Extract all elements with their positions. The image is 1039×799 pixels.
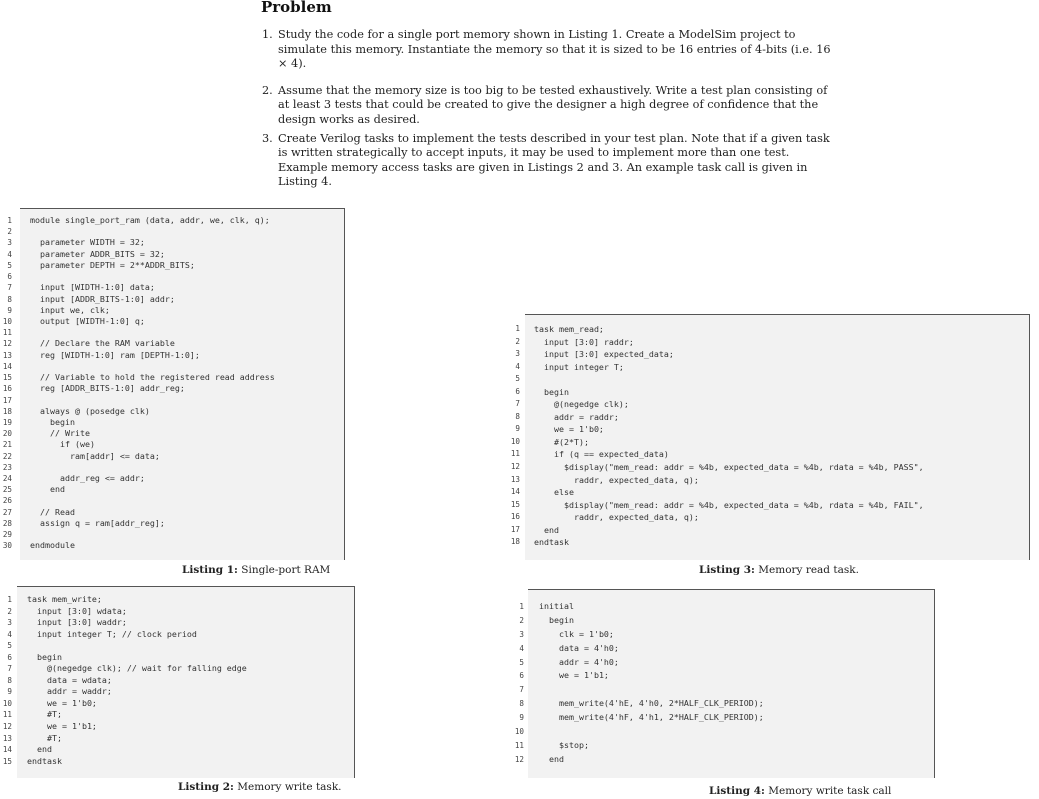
line-number: 1 (7, 595, 12, 604)
code-text: else (534, 487, 574, 498)
code-text: reg [WIDTH-1:0] ram [DEPTH-1:0]; (30, 349, 200, 360)
line-number: 12 (514, 754, 524, 764)
line-number: 3 (7, 238, 12, 248)
listing-3-caption (699, 564, 859, 576)
code-text: // Variable to hold the registered read address (30, 372, 275, 383)
line-number: 6 (515, 386, 520, 396)
line-number: 11 (2, 328, 12, 338)
line-number: 14 (510, 487, 520, 497)
code-text: reg [ADDR_BITS-1:0] addr_reg; (30, 383, 185, 394)
line-number: 8 (515, 411, 520, 421)
code-text: input [WIDTH-1:0] data; (30, 282, 155, 293)
line-number: 3 (515, 349, 520, 359)
code-text: input we, clk; (30, 304, 110, 315)
line-number: 2 (515, 336, 520, 346)
line-number: 1 (515, 324, 520, 333)
code-text: $display("mem_read: addr = %4b, expected_data = %4b, rdata = %4b, PASS", (534, 462, 924, 473)
line-number: 13 (2, 350, 12, 360)
line-number: 8 (7, 675, 12, 685)
code-text: end (534, 524, 559, 535)
problem-number: 1. (262, 28, 273, 41)
code-text: we = 1'b1; (539, 670, 609, 681)
line-number: 4 (515, 361, 520, 371)
problem-number: 3. (262, 131, 273, 145)
line-number: 12 (510, 462, 520, 472)
code-text: @(negedge clk); (534, 399, 629, 410)
line-number: 7 (7, 664, 12, 674)
line-number: 23 (2, 462, 12, 472)
code-text: begin (30, 416, 75, 427)
section-heading: Problem (261, 0, 332, 16)
line-number: 16 (510, 512, 520, 522)
code-text: we = 1'b0; (27, 697, 97, 708)
line-number: 14 (2, 745, 12, 755)
code-text: #(2*T); (534, 436, 589, 447)
problem-item (262, 132, 842, 190)
code-text: input [3:0] wdata; (27, 605, 127, 616)
problem-number: 2. (262, 83, 273, 97)
line-number: 9 (519, 713, 524, 723)
code-text: begin (27, 651, 62, 662)
line-number: 5 (519, 657, 524, 667)
code-text: mem_write(4'hF, 4'h1, 2*HALF_CLK_PERIOD); (539, 712, 764, 723)
listing-1-caption-label: Listing 1: (182, 564, 238, 576)
code-text: addr = 4'h0; (539, 656, 619, 667)
code-text: end (30, 484, 65, 495)
line-number: 6 (7, 272, 12, 282)
line-number: 7 (519, 685, 524, 695)
line-number: 10 (514, 727, 524, 737)
code-text: // Write (30, 428, 90, 439)
code-text: mem_write(4'hE, 4'h0, 2*HALF_CLK_PERIOD); (539, 698, 764, 709)
listing-2-caption (178, 781, 342, 793)
line-number: 28 (2, 518, 12, 528)
line-number: 10 (2, 698, 12, 708)
code-text: endtask (534, 537, 569, 548)
listing-4-caption (709, 785, 891, 797)
line-number: 6 (519, 671, 524, 681)
code-text: raddr, expected_data, q); (534, 512, 699, 523)
line-number: 12 (2, 339, 12, 349)
line-number: 8 (519, 699, 524, 709)
code-text: if (we) (30, 439, 95, 450)
code-text: $display("mem_read: addr = %4b, expected_data = %4b, rdata = %4b, FAIL", (534, 499, 924, 510)
line-number: 7 (515, 399, 520, 409)
line-number: 5 (7, 641, 12, 651)
code-text: input [ADDR_BITS-1:0] addr; (30, 293, 175, 304)
line-number: 10 (510, 436, 520, 446)
line-number: 18 (510, 537, 520, 547)
code-text: #T; (27, 709, 62, 720)
line-number: 19 (2, 417, 12, 427)
code-text: parameter WIDTH = 32; (30, 237, 145, 248)
code-text: begin (534, 386, 569, 397)
code-text: ram[addr] <= data; (30, 450, 160, 461)
listing-3-caption-label: Listing 3: (699, 564, 755, 576)
line-number: 22 (2, 451, 12, 461)
code-text: addr = raddr; (534, 411, 619, 422)
line-number: 8 (7, 294, 12, 304)
code-text: always @ (posedge clk) (30, 405, 150, 416)
line-number: 11 (2, 710, 12, 720)
code-text: if (q == expected_data) (534, 449, 669, 460)
line-number: 4 (7, 629, 12, 639)
line-number: 24 (2, 474, 12, 484)
listing-3-caption-text: Memory read task. (758, 564, 859, 576)
code-text: addr = waddr; (27, 686, 112, 697)
code-text: data = wdata; (27, 674, 112, 685)
code-text: // Declare the RAM variable (30, 338, 175, 349)
line-number: 13 (510, 474, 520, 484)
problem-item (262, 28, 842, 72)
line-number: 21 (2, 440, 12, 450)
code-text: #T; (27, 732, 62, 743)
problem-text: Create Verilog tasks to implement the tests described in your test plan. Note that if a given task is written strategically to accept inputs, it may be used to implement more than one test. Example memory access tasks are given in Listings 2 and 3. An example task call is given in Listing 4. (278, 131, 830, 189)
line-number: 18 (2, 406, 12, 416)
code-text: endtask (27, 755, 62, 766)
listing-1-caption-text: Single-port RAM (241, 564, 331, 576)
listing-2-caption-text: Memory write task. (237, 781, 342, 793)
line-number: 11 (510, 449, 520, 459)
line-number: 1 (7, 216, 12, 225)
code-text: end (539, 753, 564, 764)
line-number: 2 (519, 615, 524, 625)
problem-text: Assume that the memory size is too big to be tested exhaustively. Write a test plan consisting of at least 3 tests that could be created to give the designer a high degree of confidence that the design works as desired. (278, 83, 828, 126)
problem-item (262, 84, 842, 128)
line-number: 5 (7, 260, 12, 270)
line-number: 30 (2, 541, 12, 551)
line-number: 4 (7, 249, 12, 259)
code-text: parameter ADDR_BITS = 32; (30, 248, 165, 259)
code-text: parameter DEPTH = 2**ADDR_BITS; (30, 259, 195, 270)
line-number: 11 (514, 740, 524, 750)
code-text: we = 1'b0; (534, 424, 604, 435)
code-text: task mem_write; (27, 594, 102, 604)
line-number: 9 (7, 305, 12, 315)
code-text: task mem_read; (534, 324, 604, 334)
line-number: 29 (2, 530, 12, 540)
code-text: end (27, 744, 52, 755)
line-number: 14 (2, 361, 12, 371)
listing-4-box (528, 589, 935, 778)
problem-list (262, 28, 842, 190)
code-text: data = 4'h0; (539, 642, 619, 653)
listing-4-caption-label: Listing 4: (709, 785, 765, 797)
line-number: 4 (519, 643, 524, 653)
code-text: initial (539, 601, 574, 611)
code-text: module single_port_ram (data, addr, we, clk, q); (30, 215, 270, 225)
line-number: 27 (2, 507, 12, 517)
problem-text: Study the code for a single port memory shown in Listing 1. Create a ModelSim project to simulate this memory. Instantiate the memory so that it is sized to be 16 entries of 4-bits (i.e. 16 × 4). (278, 28, 831, 71)
listing-4-caption-text: Memory write task call (768, 785, 892, 797)
listing-1-caption (182, 564, 330, 576)
line-number: 13 (2, 733, 12, 743)
line-number: 2 (7, 606, 12, 616)
line-number: 17 (510, 524, 520, 534)
line-number: 26 (2, 496, 12, 506)
line-number: 15 (2, 756, 12, 766)
code-text: raddr, expected_data, q); (534, 474, 699, 485)
line-number: 10 (2, 316, 12, 326)
code-text: we = 1'b1; (27, 721, 97, 732)
line-number: 15 (2, 373, 12, 383)
code-text: @(negedge clk); // wait for falling edge (27, 663, 247, 674)
code-text: endmodule (30, 540, 75, 551)
line-number: 6 (7, 652, 12, 662)
code-text: input [3:0] expected_data; (534, 349, 674, 360)
code-text: assign q = ram[addr_reg]; (30, 517, 165, 528)
line-number: 3 (519, 629, 524, 639)
line-number: 25 (2, 485, 12, 495)
line-number: 12 (2, 722, 12, 732)
line-number: 7 (7, 283, 12, 293)
code-text: addr_reg <= addr; (30, 473, 145, 484)
listing-2-caption-label: Listing 2: (178, 781, 234, 793)
line-number: 2 (7, 227, 12, 237)
line-number: 16 (2, 384, 12, 394)
line-number: 3 (7, 618, 12, 628)
line-number: 15 (510, 499, 520, 509)
code-text: input [3:0] raddr; (534, 336, 634, 347)
code-text: $stop; (539, 739, 589, 750)
line-number: 1 (519, 602, 524, 611)
line-number: 5 (515, 374, 520, 384)
code-text: // Read (30, 506, 75, 517)
code-text: input integer T; (534, 361, 624, 372)
code-text: clk = 1'b0; (539, 628, 614, 639)
code-text: input [3:0] waddr; (27, 617, 127, 628)
code-text: output [WIDTH-1:0] q; (30, 315, 145, 326)
line-number: 9 (515, 424, 520, 434)
line-number: 17 (2, 395, 12, 405)
line-number: 20 (2, 429, 12, 439)
code-text: input integer T; // clock period (27, 628, 197, 639)
code-text: begin (539, 614, 574, 625)
line-number: 9 (7, 687, 12, 697)
